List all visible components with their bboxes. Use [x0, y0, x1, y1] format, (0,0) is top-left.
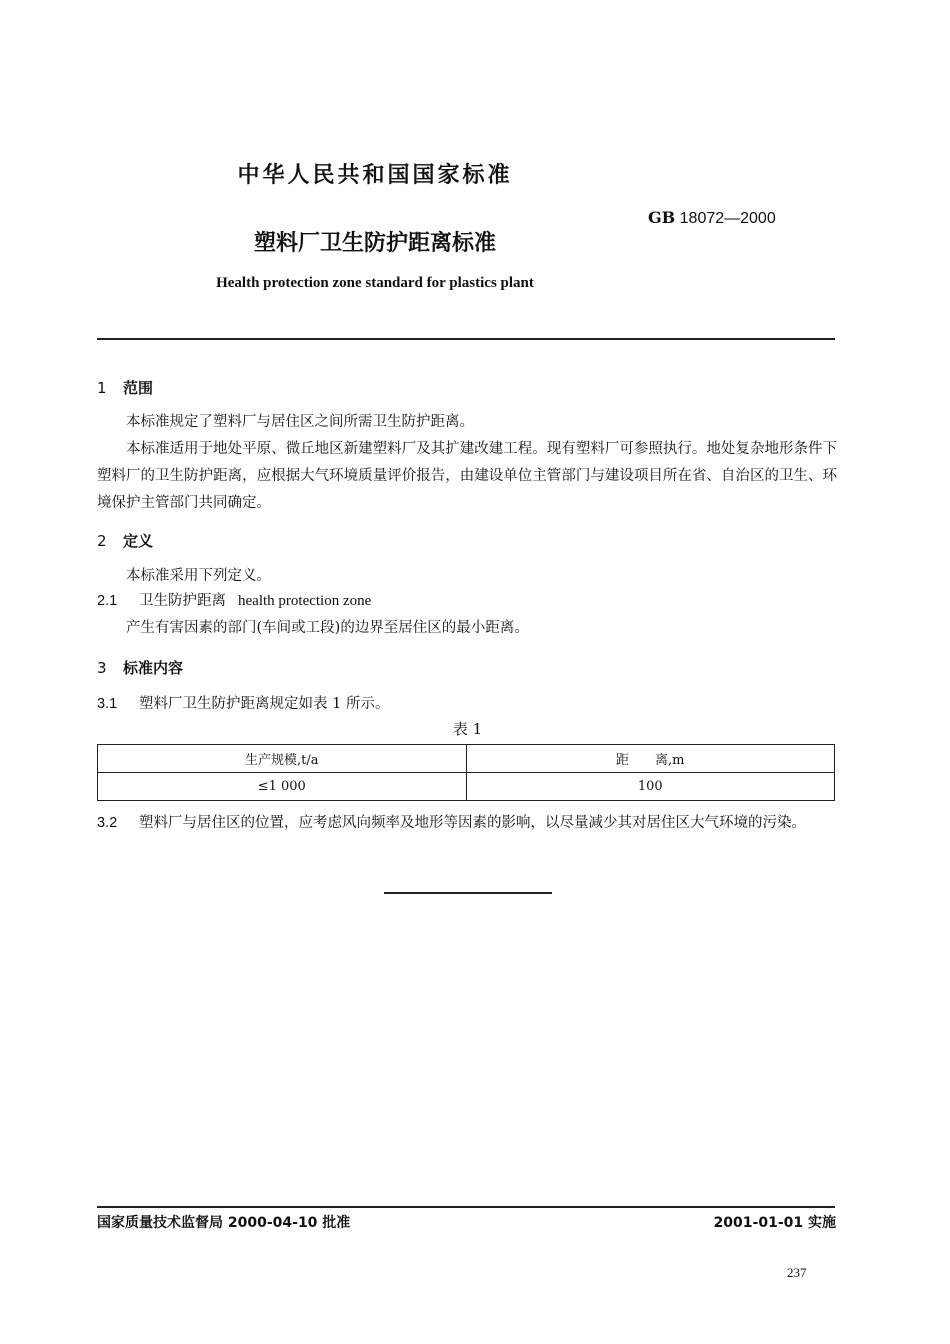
section-2-heading	[97, 530, 153, 551]
table-1-caption: 表 1	[452, 720, 483, 738]
clause-3-1	[97, 693, 389, 715]
table-header-distance: 距 离,m	[466, 745, 835, 773]
section-1-heading	[97, 377, 153, 398]
table-row	[98, 773, 835, 801]
clause-3-2-text: 塑料厂与居住区的位置，应考虑风向频率及地形等因素的影响，以尽量减少其对居住区大气环境的污染。	[139, 815, 806, 831]
clause-3-2	[97, 810, 837, 837]
effective-date: 2001-01-01 实施	[713, 1215, 836, 1231]
footer-divider	[97, 1206, 835, 1208]
distance-table	[97, 744, 835, 801]
section-2-title: 定义	[123, 532, 154, 550]
section-1-number: 1	[97, 379, 107, 397]
section-2-number: 2	[97, 532, 107, 550]
clause-2-1-number: 2.1	[97, 593, 118, 609]
section-1-paragraph-1: 本标准规定了塑料厂与居住区之间所需卫生防护距离。	[126, 414, 474, 430]
document-title-cn: 塑料厂卫生防护距离标准	[253, 231, 496, 256]
standard-number-value: 18072—2000	[679, 210, 776, 227]
section-3-number: 3	[97, 659, 107, 677]
clause-2-1	[97, 590, 371, 612]
document-title-en: Health protection zone standard for plastics plant	[216, 275, 534, 291]
section-2-paragraph-1: 本标准采用下列定义。	[126, 568, 271, 584]
section-3-heading	[97, 657, 183, 678]
standard-prefix: GB	[648, 208, 676, 227]
clause-3-1-text: 塑料厂卫生防护距离规定如表 1 所示。	[139, 696, 390, 712]
table-header-production-scale: 生产规模,t/a	[98, 745, 467, 773]
clause-3-1-number: 3.1	[97, 696, 118, 712]
table-cell-distance: 100	[466, 773, 835, 801]
clause-2-1-term: 卫生防护距离	[139, 593, 226, 609]
clause-2-1-definition: 产生有害因素的部门(车间或工段)的边界至居住区的最小距离。	[126, 620, 529, 636]
section-1-title: 范围	[123, 379, 154, 397]
clause-2-1-term-en: health protection zone	[238, 593, 372, 609]
section-1-paragraph-2: 本标准适用于地处平原、微丘地区新建塑料厂及其扩建改建工程。现有塑料厂可参照执行。地处复杂地形条件下塑料厂的卫生防护距离，应根据大气环境质量评价报告，由建设单位主管部门与建设项目所在省、自治区的卫生、环境保护主管部门共同确定。	[97, 441, 837, 511]
national-standard-heading: 中华人民共和国国家标准	[237, 163, 513, 188]
table-cell-scale: ≤1 000	[98, 773, 467, 801]
header-divider	[97, 338, 835, 340]
standard-number	[648, 208, 776, 228]
section-3-title: 标准内容	[123, 659, 184, 677]
page-number: 237	[787, 1265, 807, 1280]
clause-3-2-number: 3.2	[97, 815, 118, 831]
end-divider	[384, 892, 552, 894]
approval-statement: 国家质量技术监督局 2000-04-10 批准	[97, 1215, 351, 1231]
table-header-row	[98, 745, 835, 773]
